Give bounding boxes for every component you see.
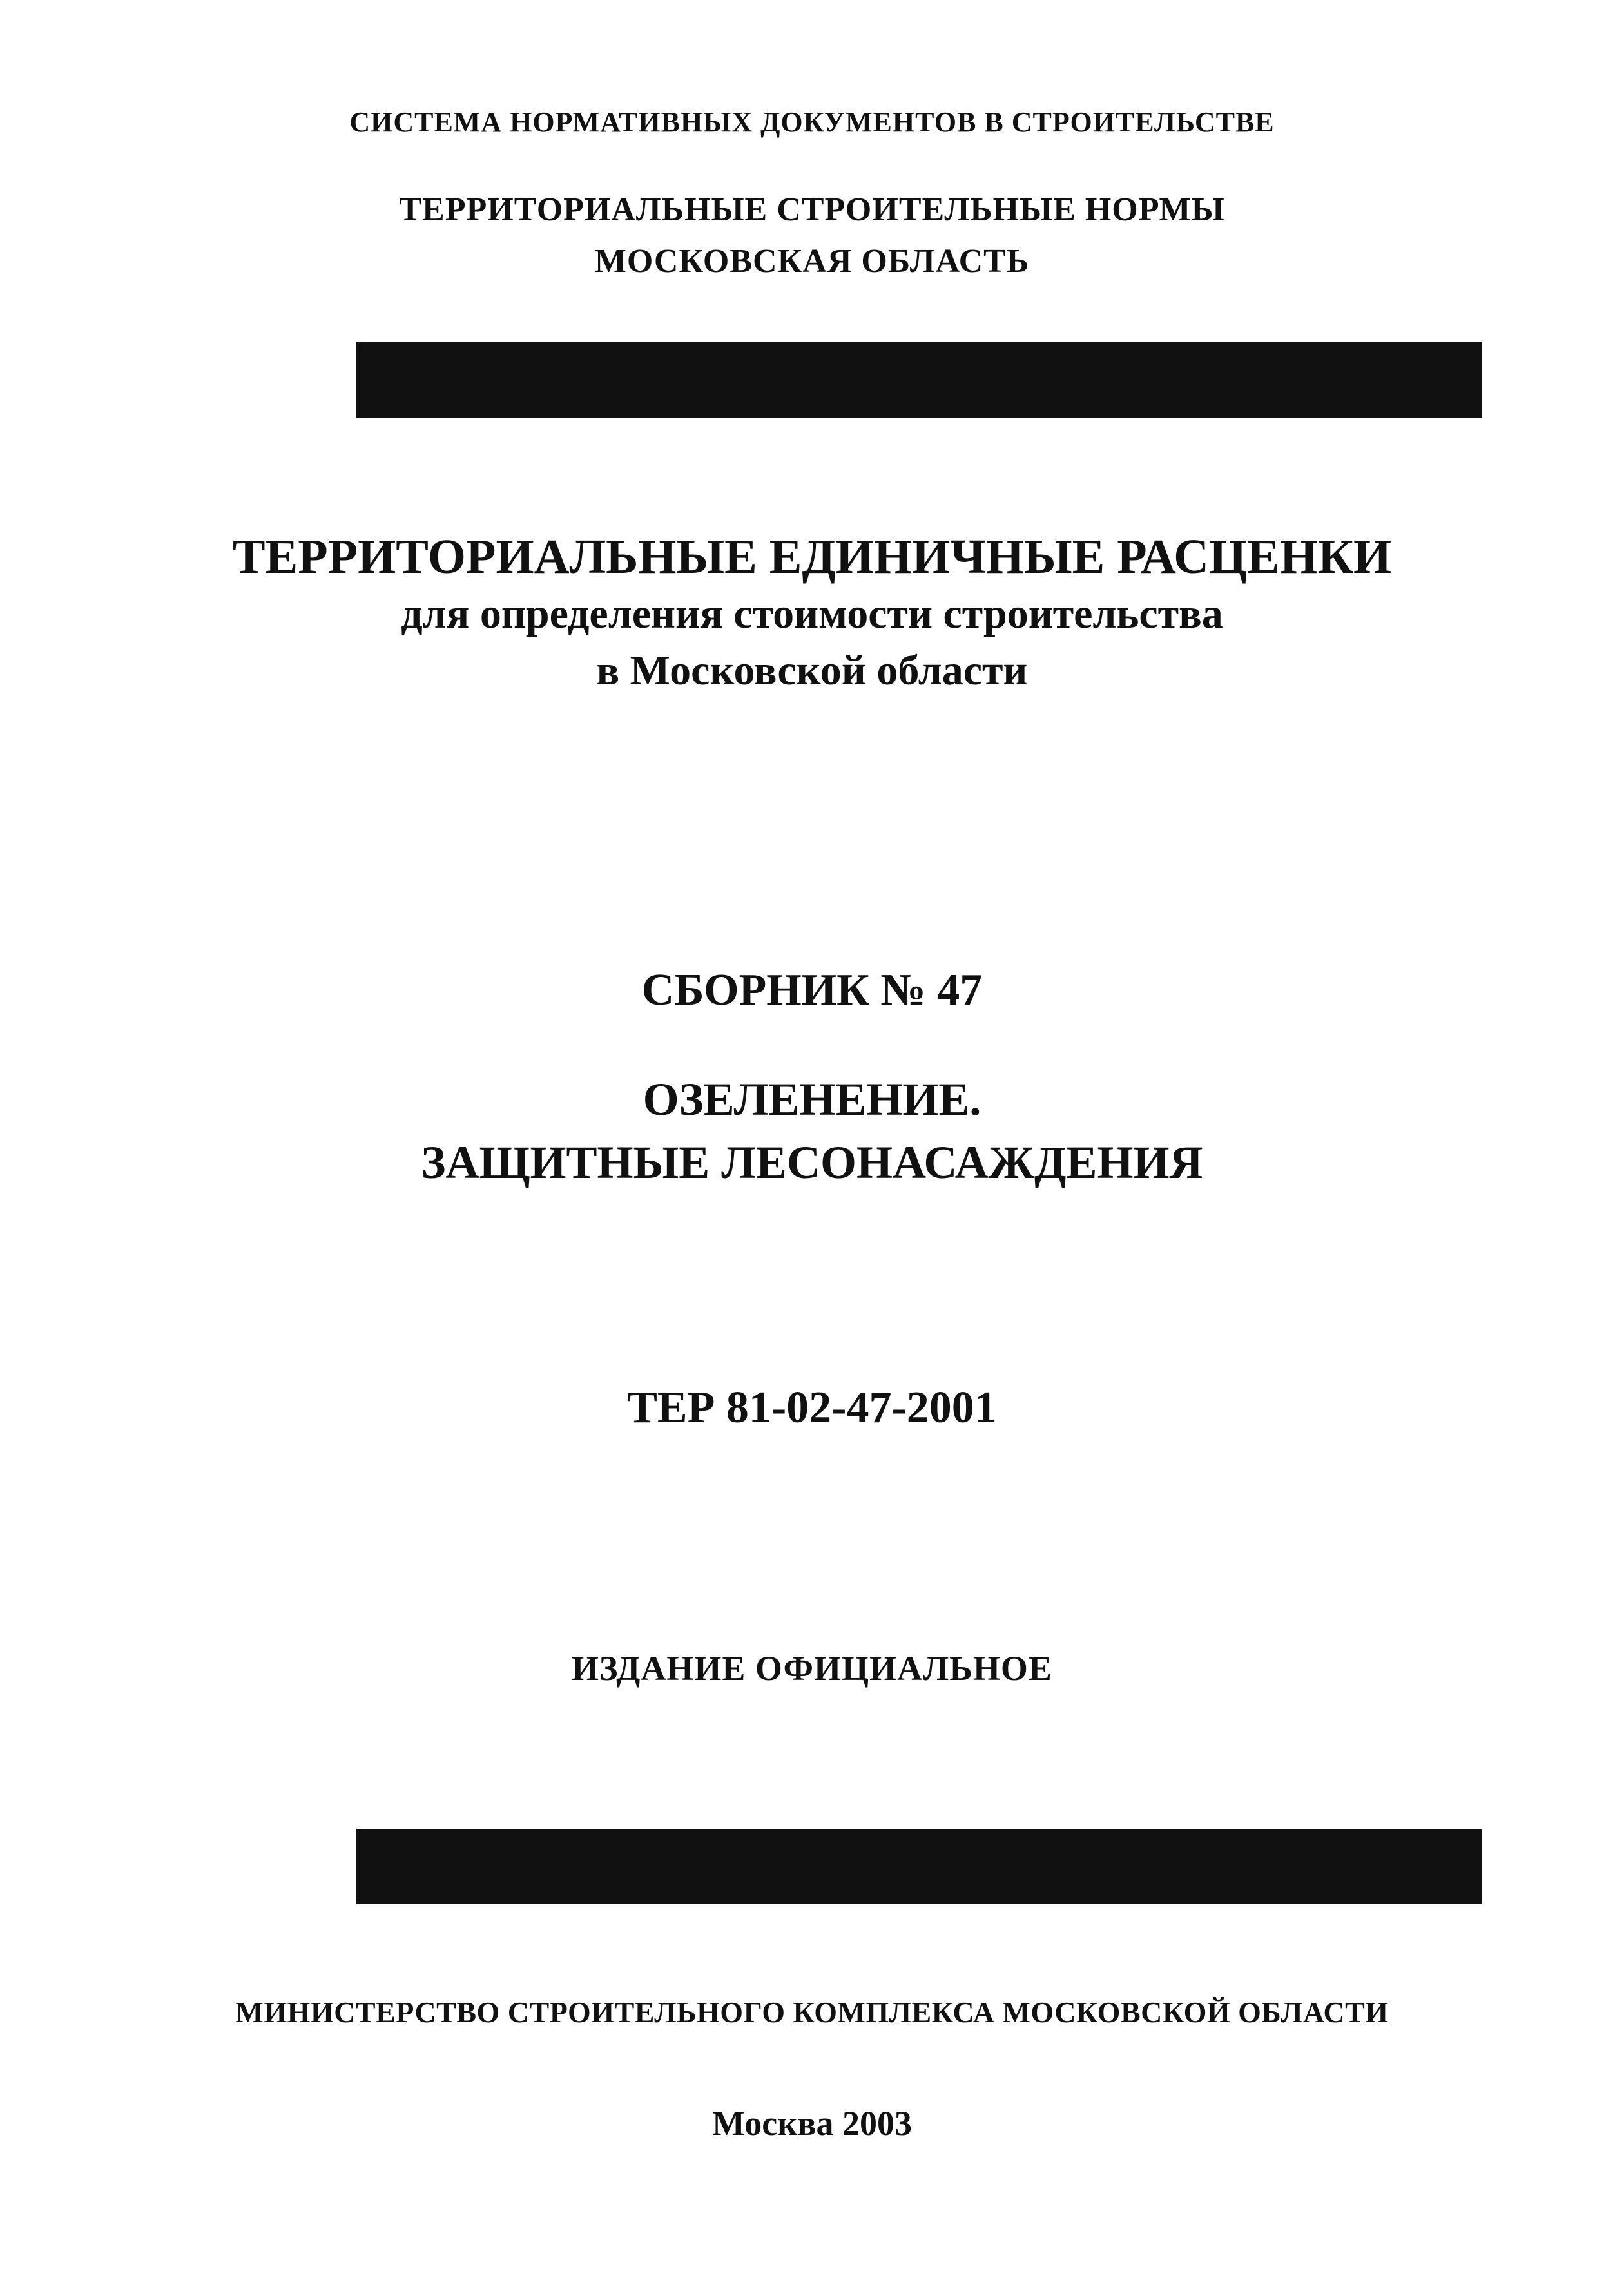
bottom-decorative-bar bbox=[356, 1829, 1482, 1904]
document-subtitle-line2: в Московской области bbox=[596, 647, 1028, 694]
top-decorative-bar bbox=[356, 342, 1482, 418]
collection-number: СБОРНИК № 47 bbox=[641, 965, 983, 1015]
system-heading: СИСТЕМА НОРМАТИВНЫХ ДОКУМЕНТОВ В СТРОИТЕЛЬСТВЕ bbox=[349, 106, 1275, 138]
edition-label: ИЗДАНИЕ ОФИЦИАЛЬНОЕ bbox=[572, 1649, 1052, 1688]
collection-topic-line1: ОЗЕЛЕНЕНИЕ. bbox=[643, 1074, 981, 1125]
ministry-name: МИНИСТЕРСТВО СТРОИТЕЛЬНОГО КОМПЛЕКСА МОСКОВСКОЙ ОБЛАСТИ bbox=[235, 1996, 1389, 2029]
publication-place-year: Москва 2003 bbox=[712, 2104, 912, 2143]
norms-heading: ТЕРРИТОРИАЛЬНЫЕ СТРОИТЕЛЬНЫЕ НОРМЫ bbox=[399, 191, 1225, 228]
document-title: ТЕРРИТОРИАЛЬНЫЕ ЕДИНИЧНЫЕ РАСЦЕНКИ bbox=[232, 530, 1392, 584]
document-subtitle-line1: для определения стоимости строительства bbox=[401, 590, 1223, 637]
document-code: ТЕР 81-02-47-2001 bbox=[627, 1383, 997, 1433]
collection-topic-line2: ЗАЩИТНЫЕ ЛЕСОНАСАЖДЕНИЯ bbox=[421, 1137, 1203, 1188]
region-heading: МОСКОВСКАЯ ОБЛАСТЬ bbox=[594, 243, 1030, 280]
